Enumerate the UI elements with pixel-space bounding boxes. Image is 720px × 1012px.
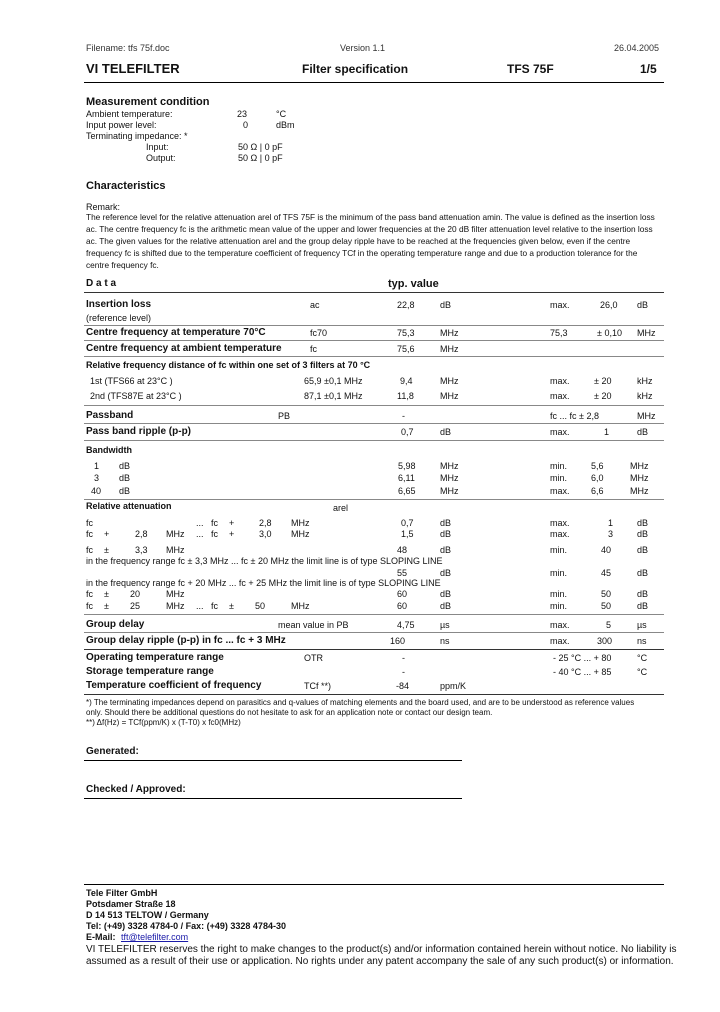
otr-limu: °C <box>637 653 648 663</box>
ra4-typ: 55 <box>397 568 408 578</box>
characteristics-heading: Characteristics <box>86 180 166 192</box>
footer-rule <box>84 884 664 885</box>
ripple-label: Pass band ripple (p-p) <box>86 426 192 437</box>
bw40-db: 40 <box>91 486 102 496</box>
input-label: Input: <box>146 142 169 152</box>
row-rule <box>84 614 664 615</box>
footer-city: D 14 513 TELTOW / Germany <box>86 910 209 920</box>
ra2-pm2: + <box>229 529 235 539</box>
il-limu: dB <box>637 300 649 310</box>
bw3-limu: MHz <box>630 473 649 483</box>
ra1-fc2: fc <box>211 518 219 528</box>
bw1-db: 1 <box>94 461 100 471</box>
tcf-unit: ppm/K <box>440 681 467 691</box>
gdr-limu: ns <box>637 636 647 646</box>
disclaimer-2: assumed as a result of their use or application. No rights under any patent accompany the sale of any such product(s) or information. <box>86 956 674 967</box>
rel2-typ: 11,8 <box>397 391 414 401</box>
row-rule <box>84 632 664 633</box>
ra4-unit: dB <box>440 568 452 578</box>
rel1-typ: 9,4 <box>400 376 413 386</box>
header-doc-title: Filter specification <box>302 62 409 76</box>
ra1-unit: dB <box>440 518 452 528</box>
ra2-op: ... <box>196 529 204 539</box>
gd-lim: max. <box>550 620 570 630</box>
bw3-db: 3 <box>94 473 100 483</box>
ra2-fc: fc <box>86 529 94 539</box>
otr-typ: - <box>402 653 405 663</box>
remark-line-2: ac. The centre frequency fc is the arithmetic mean value of the upper and lower frequencies at the 20 dB filter attenuation level relative to the insertion loss <box>86 224 653 234</box>
bw1-dbu: dB <box>119 461 131 471</box>
ra5-pm: ± <box>104 589 109 599</box>
passband-typ: - <box>402 411 405 421</box>
ra6-val2: 50 <box>255 601 266 611</box>
ra5-limv: 50 <box>601 589 612 599</box>
gd-label: Group delay <box>86 619 145 630</box>
cfamb-label: Centre frequency at ambient temperature <box>86 343 282 354</box>
footer-phone: Tel: (+49) 3328 4784-0 / Fax: (+49) 3328 4784-30 <box>86 921 286 931</box>
rel1-limu: kHz <box>637 376 653 386</box>
ra3-lim: min. <box>550 545 568 555</box>
cf70-unit: MHz <box>440 328 459 338</box>
ra3-mhz: MHz <box>166 545 185 555</box>
ra6-pm: ± <box>104 601 109 611</box>
il-unit: dB <box>440 300 452 310</box>
otr-label: Operating temperature range <box>86 652 224 663</box>
il-lim: max. <box>550 300 570 310</box>
ra5-val: 20 <box>130 589 141 599</box>
ra3-pm: ± <box>104 545 109 555</box>
row-rule <box>84 423 664 424</box>
ripple-limv: 1 <box>604 427 610 437</box>
ra2-val: 2,8 <box>135 529 148 539</box>
input-value: 50 Ω | 0 pF <box>238 142 283 152</box>
ra5-fc: fc <box>86 589 94 599</box>
passband-sym: PB <box>278 411 291 421</box>
passband-lim: fc ... fc ± 2,8 <box>550 411 599 421</box>
ra6-limu: dB <box>637 601 649 611</box>
bw40-unit: MHz <box>440 486 459 496</box>
ra2-val2: 3,0 <box>259 529 272 539</box>
checked-line <box>84 798 462 799</box>
footer-email-link[interactable]: tft@telefilter.com <box>121 932 189 942</box>
bw3-lim: min. <box>550 473 568 483</box>
gdr-unit: ns <box>440 636 450 646</box>
relatt-heading: Relative attenuation <box>86 501 172 511</box>
remark-line-5: centre frequency fc. <box>86 260 159 270</box>
ra2-lim: max. <box>550 529 570 539</box>
ambient-label: Ambient temperature: <box>86 109 173 119</box>
il-typ: 22,8 <box>397 300 415 310</box>
ra6-pm2: ± <box>229 601 234 611</box>
cfamb-sym: fc <box>310 344 318 354</box>
ra2-typ: 1,5 <box>401 529 414 539</box>
col-typ: typ. value <box>388 278 439 290</box>
ra5-unit: dB <box>440 589 452 599</box>
tcf-label: Temperature coefficient of frequency <box>86 680 262 691</box>
ra6-limv: 50 <box>601 601 612 611</box>
bw40-typ: 6,65 <box>398 486 416 496</box>
ra3-typ: 48 <box>397 545 408 555</box>
header-date: 26.04.2005 <box>614 43 660 53</box>
gd-limu: µs <box>637 620 647 630</box>
slope-note-1: in the frequency range fc ± 3,3 MHz ... fc ± 20 MHz the limit line is of type SLOPING LINE <box>86 556 443 566</box>
passband-limu: MHz <box>637 411 656 421</box>
ra1-fc: fc <box>86 518 94 528</box>
table-top-rule <box>84 292 664 293</box>
footer-company: Tele Filter GmbH <box>86 888 158 898</box>
ra3-val: 3,3 <box>135 545 148 555</box>
ra5-mhz: MHz <box>166 589 185 599</box>
row-rule <box>84 499 664 500</box>
footnote-1b: only. Should there be additional questions do not hesitate to ask for an application note or contact our design team. <box>86 708 493 717</box>
table-rule <box>84 649 664 650</box>
gd-typ: 4,75 <box>397 620 415 630</box>
bw1-unit: MHz <box>440 461 459 471</box>
footnote-2: **) Δf(Hz) = TCf(ppm/K) x (T-T0) x fc0(MHz) <box>86 718 241 727</box>
table-bottom-rule <box>84 694 664 695</box>
cfamb-unit: MHz <box>440 344 459 354</box>
ra2-pm: + <box>104 529 110 539</box>
row-rule <box>84 325 664 326</box>
row-rule <box>84 356 664 357</box>
ra6-typ: 60 <box>397 601 408 611</box>
str-limv: - 40 °C ... + 85 <box>553 667 612 677</box>
ambient-unit: °C <box>276 109 287 119</box>
ra5-lim: min. <box>550 589 568 599</box>
header-company: VI TELEFILTER <box>86 61 180 76</box>
ripple-typ: 0,7 <box>401 427 414 437</box>
term-label: Terminating impedance: * <box>86 131 188 141</box>
relfreq-heading: Relative frequency distance of fc within one set of 3 filters at 70 °C <box>86 360 371 370</box>
ripple-lim: max. <box>550 427 570 437</box>
str-label: Storage temperature range <box>86 666 214 677</box>
remark-line-1: The reference level for the relative attenuation arel of TFS 75F is the minimum of the pass band attenuation amin. The value is defined as the insertion loss <box>86 212 655 222</box>
gd-sym: mean value in PB <box>278 620 349 630</box>
rel1-lim: max. <box>550 376 570 386</box>
tcf-sym: TCf **) <box>304 681 331 691</box>
gdr-label: Group delay ripple (p-p) in fc ... fc + 3 MHz <box>86 635 286 646</box>
otr-sym: OTR <box>304 653 323 663</box>
bw3-unit: MHz <box>440 473 459 483</box>
ra3-limv: 40 <box>601 545 612 555</box>
cf70-label: Centre frequency at temperature 70°C <box>86 327 266 338</box>
cfamb-typ: 75,6 <box>397 344 415 354</box>
bw3-limv: 6,0 <box>591 473 604 483</box>
slope-note-2: in the frequency range fc + 20 MHz ... fc + 25 MHz the limit line is of type SLOPING LINE <box>86 578 441 588</box>
ra1-limv: 1 <box>608 518 614 528</box>
ra2-mhz: MHz <box>166 529 185 539</box>
row-rule <box>84 405 664 406</box>
measurement-heading: Measurement condition <box>86 96 210 108</box>
il-label: Insertion loss <box>86 299 152 310</box>
ra3-limu: dB <box>637 545 649 555</box>
ra1-pm: + <box>229 518 235 528</box>
gd-unit: µs <box>440 620 450 630</box>
bw1-lim: min. <box>550 461 568 471</box>
ra1-op: ... <box>196 518 204 528</box>
ra5-limu: dB <box>637 589 649 599</box>
rel2-freq: 87,1 ±0,1 MHz <box>304 391 363 401</box>
rel2-limv: ± 20 <box>594 391 612 401</box>
ra6-lim: min. <box>550 601 568 611</box>
generated-label: Generated: <box>86 746 139 757</box>
bw40-lim: max. <box>550 486 570 496</box>
generated-line <box>84 760 462 761</box>
bw3-dbu: dB <box>119 473 131 483</box>
ambient-value: 23 <box>237 109 248 119</box>
str-typ: - <box>402 667 405 677</box>
ra3-unit: dB <box>440 545 452 555</box>
rel1-limv: ± 20 <box>594 376 612 386</box>
cf70-v1: 75,3 <box>550 328 568 338</box>
rel1-unit: MHz <box>440 376 459 386</box>
bw40-dbu: dB <box>119 486 131 496</box>
header-part: TFS 75F <box>507 62 554 76</box>
rel2-label: 2nd (TFS87E at 23°C ) <box>90 391 182 401</box>
ra6-unit: dB <box>440 601 452 611</box>
footnote-1a: *) The terminating impedances depend on parasitics and q-values of matching elements and the board used, and are to be understood as reference values <box>86 698 635 707</box>
il-sub: (reference level) <box>86 313 152 323</box>
remark-line-3: ac. The given values for the relative attenuation arel and the group delay ripple have to be reached at the frequencies given below, even if the centre <box>86 236 631 246</box>
rel1-label: 1st (TFS66 at 23°C ) <box>90 376 173 386</box>
bw3-typ: 6,11 <box>398 473 415 483</box>
ra2-limu: dB <box>637 529 649 539</box>
row-rule <box>84 440 664 441</box>
ripple-unit: dB <box>440 427 452 437</box>
rel2-unit: MHz <box>440 391 459 401</box>
ra1-mhz: MHz <box>291 518 310 528</box>
cf70-typ: 75,3 <box>397 328 415 338</box>
header-page: 1/5 <box>640 62 657 76</box>
header-filename: Filename: tfs 75f.doc <box>86 43 170 53</box>
ra6-mhz: MHz <box>166 601 185 611</box>
ra1-lim: max. <box>550 518 570 528</box>
disclaimer-1: VI TELEFILTER reserves the right to make changes to the product(s) and/or information contained herein without notice. No liability is <box>86 944 677 955</box>
gd-limv: 5 <box>606 620 612 630</box>
ra3-fc: fc <box>86 545 94 555</box>
power-value: 0 <box>243 120 249 130</box>
ra4-limu: dB <box>637 568 649 578</box>
ra6-op: ... <box>196 601 204 611</box>
remark-label: Remark: <box>86 202 121 212</box>
ra2-unit: dB <box>440 529 452 539</box>
ra2-limv: 3 <box>608 529 614 539</box>
cf70-sym: fc70 <box>310 328 328 338</box>
bw1-limv: 5,6 <box>591 461 604 471</box>
gdr-typ: 160 <box>390 636 406 646</box>
ra1-val: 2,8 <box>259 518 272 528</box>
cf70-v2: ± 0,10 <box>597 328 622 338</box>
otr-limv: - 25 °C ... + 80 <box>553 653 612 663</box>
tcf-typ: -84 <box>396 681 410 691</box>
ra6-mhz2: MHz <box>291 601 310 611</box>
checked-label: Checked / Approved: <box>86 784 186 795</box>
bandwidth-heading: Bandwidth <box>86 445 132 455</box>
ra6-fc2: fc <box>211 601 219 611</box>
ra4-limv: 45 <box>601 568 612 578</box>
gdr-limv: 300 <box>597 636 613 646</box>
ra2-fc2: fc <box>211 529 219 539</box>
rel1-freq: 65,9 ±0,1 MHz <box>304 376 363 386</box>
ra1-typ: 0,7 <box>401 518 414 528</box>
bw1-typ: 5,98 <box>398 461 416 471</box>
header-version: Version 1.1 <box>340 43 386 53</box>
row-rule <box>84 340 664 341</box>
bw40-limu: MHz <box>630 486 649 496</box>
output-value: 50 Ω | 0 pF <box>238 153 283 163</box>
cf70-u2: MHz <box>637 328 656 338</box>
rel2-lim: max. <box>550 391 570 401</box>
remark-line-4: frequency fc is shifted due to the temperature coefficient of frequency TCf in the operating temperature range and due to a production tolerance for the <box>86 248 638 258</box>
col-data: D a t a <box>86 278 117 289</box>
relatt-sym: arel <box>333 503 349 513</box>
str-limu: °C <box>637 667 648 677</box>
ra1-limu: dB <box>637 518 649 528</box>
ra5-typ: 60 <box>397 589 408 599</box>
rel2-limu: kHz <box>637 391 653 401</box>
il-limv: 26,0 <box>600 300 618 310</box>
ra6-val: 25 <box>130 601 141 611</box>
passband-label: Passband <box>86 410 134 421</box>
ra4-lim: min. <box>550 568 568 578</box>
ripple-limu: dB <box>637 427 649 437</box>
power-unit: dBm <box>276 120 295 130</box>
footer-street: Potsdamer Straße 18 <box>86 899 176 909</box>
gdr-lim: max. <box>550 636 570 646</box>
power-label: Input power level: <box>86 120 157 130</box>
bw1-limu: MHz <box>630 461 649 471</box>
ra6-fc: fc <box>86 601 94 611</box>
output-label: Output: <box>146 153 176 163</box>
ra2-mhz2: MHz <box>291 529 310 539</box>
bw40-limv: 6,6 <box>591 486 604 496</box>
footer-email-label: E-Mail: <box>86 932 116 942</box>
il-sym: ac <box>310 300 320 310</box>
header-rule <box>84 82 664 83</box>
